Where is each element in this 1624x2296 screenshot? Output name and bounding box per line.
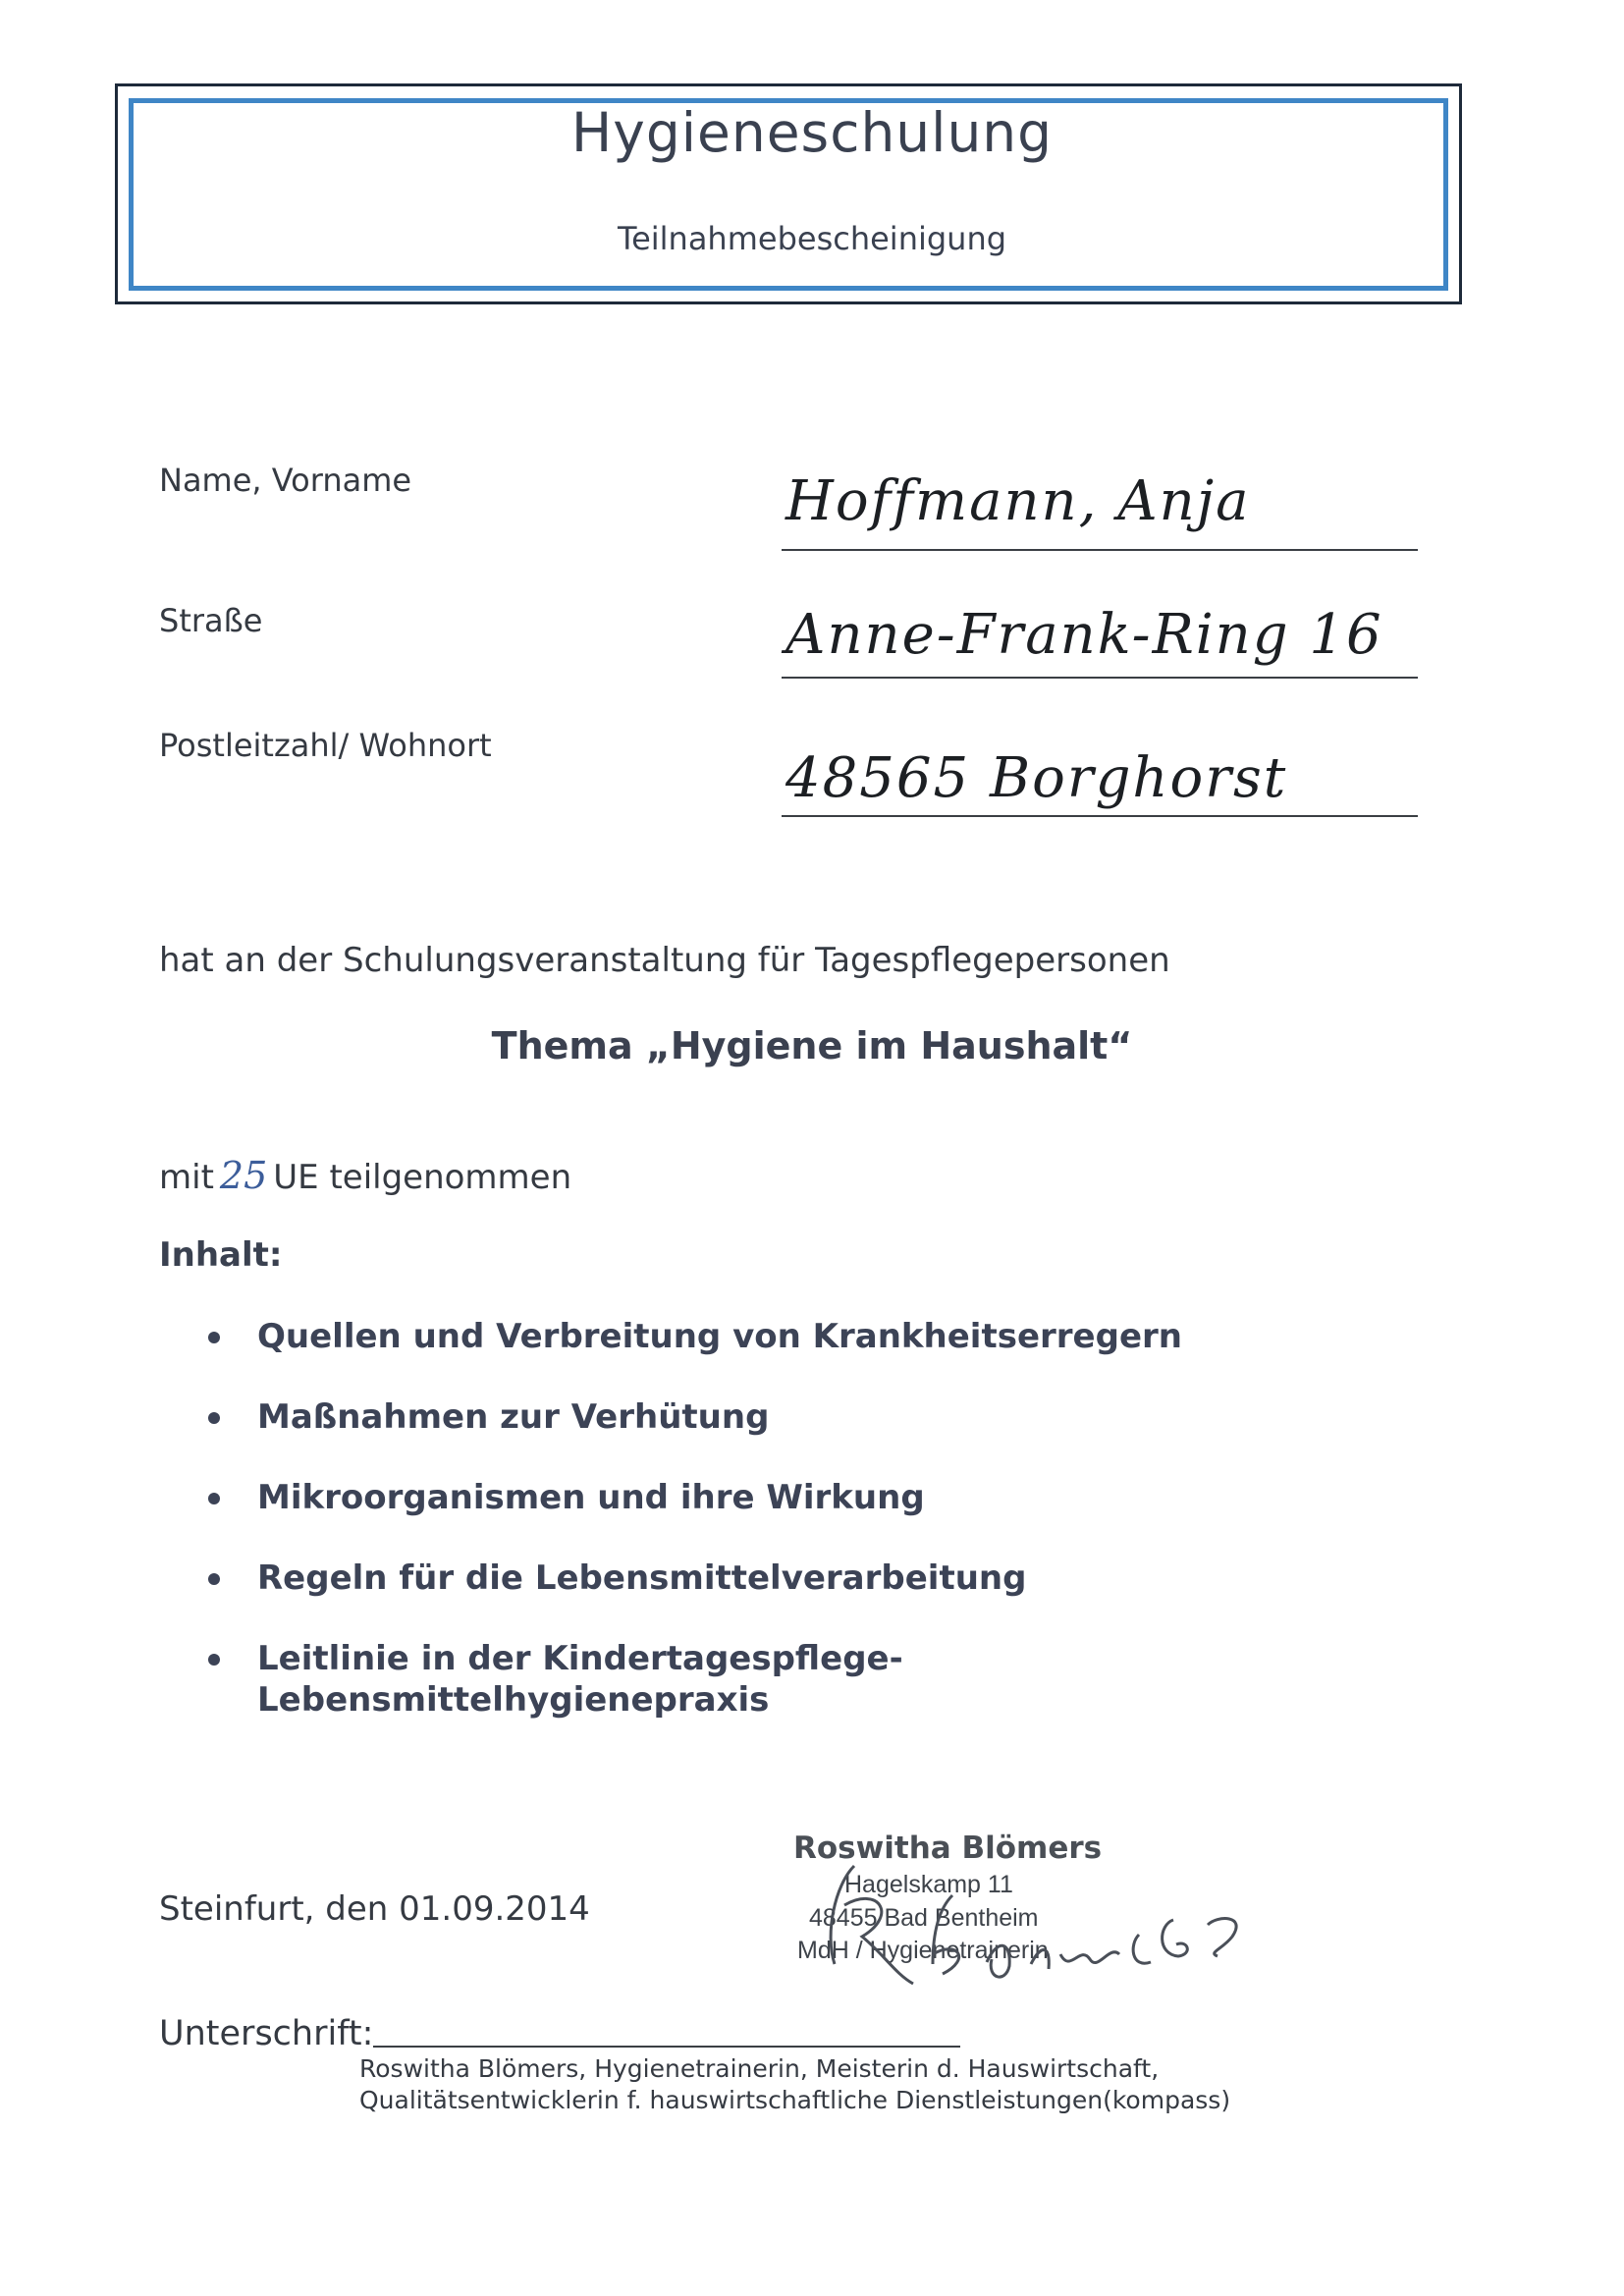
content-list <box>208 1316 1288 1760</box>
city-value: 48565 Borghorst <box>785 746 1288 810</box>
hours-line <box>159 1154 571 1197</box>
bullet-icon <box>208 1412 220 1424</box>
street-value: Anne-Frank-Ring 16 <box>785 603 1383 667</box>
signature-label: Unterschrift: <box>159 2014 374 2053</box>
bullet-icon <box>208 1654 220 1666</box>
list-item-text: Regeln für die Lebensmittelverarbeitung <box>257 1558 1027 1598</box>
stamp-role: MdH / Hygienetrainerin <box>797 1937 1049 1964</box>
list-item-text: Maßnahmen zur Verhütung <box>257 1397 770 1437</box>
place-date: Steinfurt, den 01.09.2014 <box>159 1889 590 1929</box>
list-item <box>208 1396 1288 1438</box>
list-item <box>208 1638 1288 1721</box>
list-item <box>208 1477 1288 1518</box>
signature-line <box>373 2046 960 2048</box>
handwritten-signature <box>785 1846 1276 2003</box>
intro-text: hat an der Schulungsveranstaltung für Tagespflegepersonen <box>159 941 1170 980</box>
trainer-credentials-line1: Roswitha Blömers, Hygienetrainerin, Meisterin d. Hauswirtschaft, <box>359 2054 1160 2083</box>
list-item-text: Mikroorganismen und ihre Wirkung <box>257 1478 925 1517</box>
street-rule <box>782 677 1418 679</box>
document-subtitle: Teilnahmebescheinigung <box>617 220 1007 257</box>
bullet-icon <box>208 1573 220 1585</box>
list-item <box>208 1316 1288 1357</box>
content-heading: Inhalt: <box>159 1235 283 1275</box>
document-title: Hygieneschulung <box>570 101 1054 164</box>
list-item-text: Quellen und Verbreitung von Krankheitserregern <box>257 1317 1182 1356</box>
stamp-city: 48455 Bad Bentheim <box>809 1904 1039 1932</box>
bullet-icon <box>208 1493 220 1504</box>
list-item <box>208 1558 1288 1599</box>
stamp-street: Hagelskamp 11 <box>844 1871 1013 1898</box>
course-topic: Thema „Hygiene im Haushalt“ <box>491 1024 1133 1067</box>
stamp-name: Roswitha Blömers <box>793 1831 1103 1866</box>
bullet-icon <box>208 1332 220 1343</box>
list-item-text: Leitlinie in der Kindertagespflege- <box>257 1639 903 1678</box>
city-rule <box>782 815 1418 817</box>
name-rule <box>782 549 1418 551</box>
street-label: Straße <box>159 602 263 639</box>
hours-value: 25 <box>219 1154 268 1197</box>
hours-prefix: mit <box>159 1158 214 1197</box>
city-label: Postleitzahl/ Wohnort <box>159 727 492 764</box>
trainer-credentials-line2: Qualitätsentwicklerin f. hauswirtschaftliche Dienstleistungen(kompass) <box>359 2086 1231 2114</box>
hours-suffix: UE teilgenommen <box>273 1158 572 1197</box>
list-item-text-continued: Lebensmittelhygienepraxis <box>257 1680 770 1720</box>
name-value: Hoffmann, Anja <box>785 469 1251 533</box>
name-label: Name, Vorname <box>159 462 412 499</box>
